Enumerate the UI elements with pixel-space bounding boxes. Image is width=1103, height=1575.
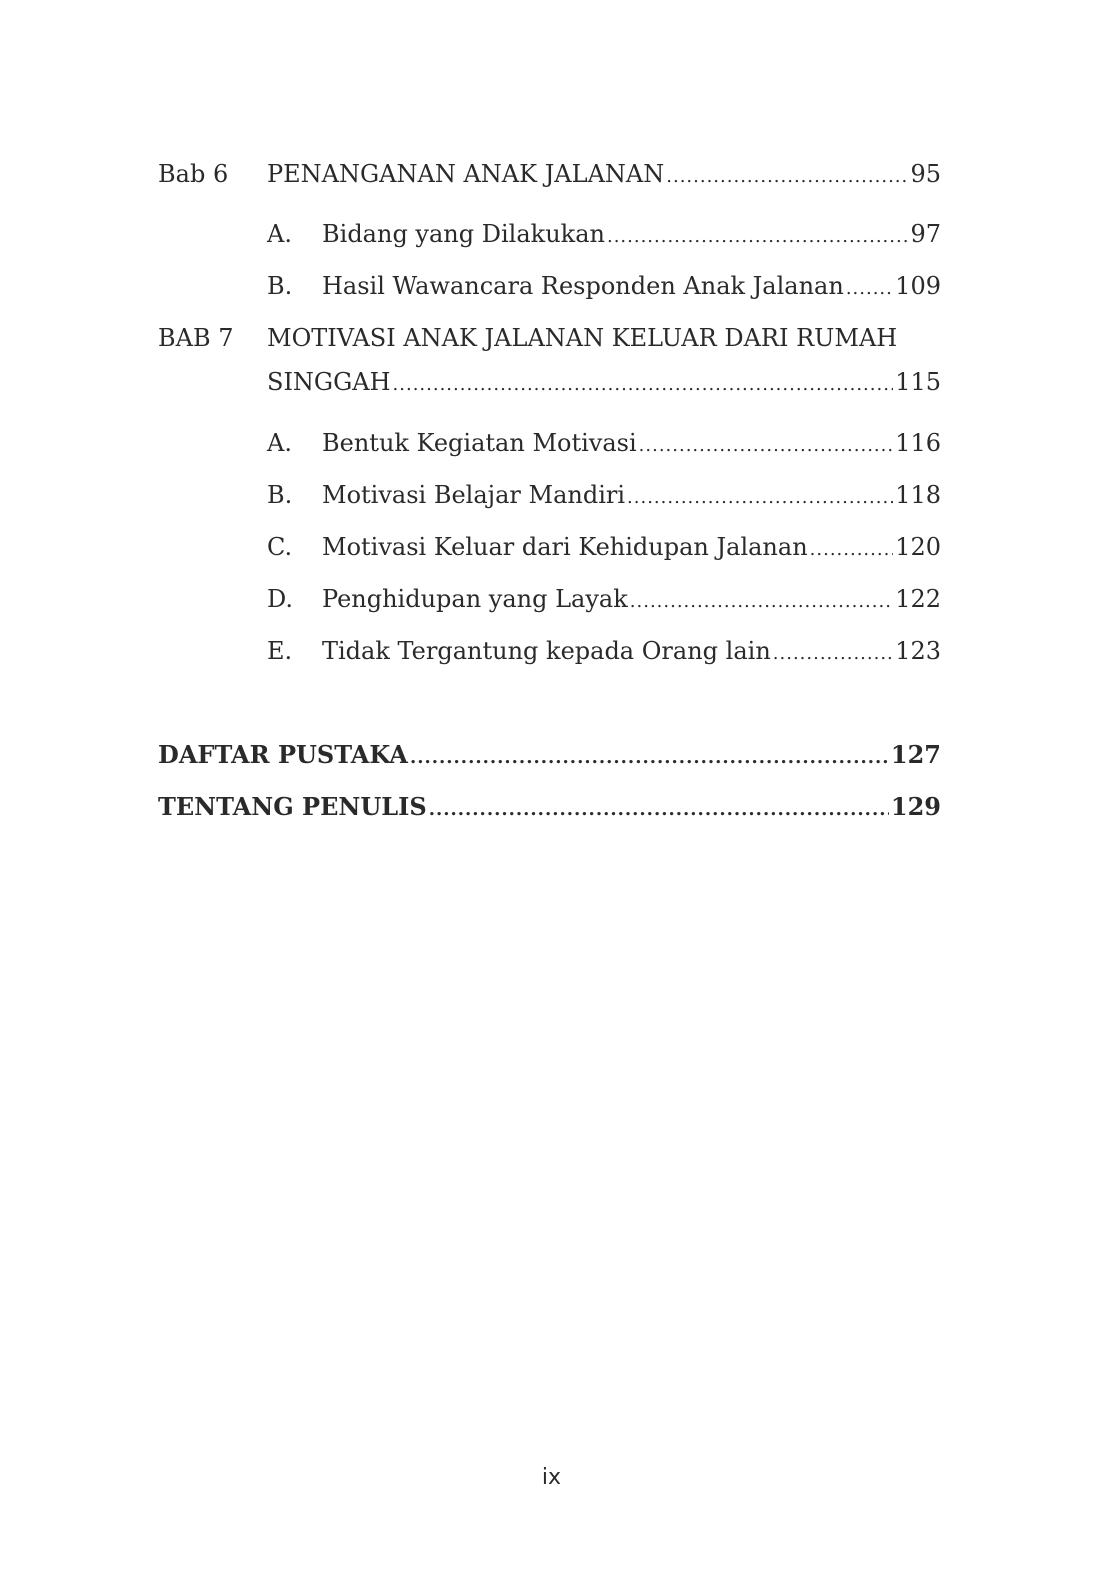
toc-entry-title: SINGGAH — [267, 368, 391, 396]
toc-entry-bab-7-b[interactable] — [322, 479, 941, 514]
toc-entry-title: DAFTAR PUSTAKA — [158, 740, 408, 769]
dot-leader — [410, 742, 889, 774]
toc-item-letter: B. — [267, 481, 293, 509]
toc-page-number: 127 — [890, 740, 941, 769]
dot-leader — [773, 638, 893, 670]
dot-leader — [639, 430, 894, 462]
toc-entry-bab-7-e[interactable] — [322, 635, 941, 670]
toc-entry-title: TENTANG PENULIS — [158, 792, 427, 821]
toc-item-letter: D. — [267, 585, 294, 613]
toc-entry-title: Bentuk Kegiatan Motivasi — [322, 429, 637, 457]
toc-page-number: 116 — [895, 429, 941, 457]
dot-leader — [810, 534, 894, 566]
toc-item-letter: E. — [267, 637, 293, 665]
toc-item-letter: C. — [267, 533, 293, 561]
toc-entry-title: Hasil Wawancara Responden Anak Jalanan — [322, 272, 844, 300]
toc-page-number: 129 — [890, 792, 941, 821]
toc-item-letter: B. — [267, 272, 293, 300]
toc-entry-bab-7-c[interactable] — [322, 531, 941, 566]
dot-leader — [429, 794, 889, 826]
toc-entry-tentang-penulis[interactable] — [158, 791, 941, 826]
toc-page-number: 109 — [895, 272, 941, 300]
toc-entry-title: Bidang yang Dilakukan — [322, 220, 605, 248]
toc-entry-bab-7-d[interactable] — [322, 583, 941, 618]
dot-leader — [627, 482, 893, 514]
toc-page-number: 115 — [895, 368, 941, 396]
dot-leader — [393, 369, 894, 401]
toc-entry-bab-6-a[interactable] — [322, 218, 941, 253]
toc-page-number: 123 — [895, 637, 941, 665]
toc-entry-title: Motivasi Keluar dari Kehidupan Jalanan — [322, 533, 808, 561]
chapter-label-bab-7: BAB 7 — [158, 324, 234, 352]
toc-item-letter: A. — [267, 429, 292, 457]
toc-entry-bab-7-a[interactable] — [322, 427, 941, 462]
toc-entry-bab-7[interactable] — [267, 366, 941, 401]
chapter-label-bab-6: Bab 6 — [158, 160, 229, 188]
page-number-folio: ix — [541, 1465, 562, 1490]
toc-entry-title: Penghidupan yang Layak — [322, 585, 628, 613]
toc-entry-daftar-pustaka[interactable] — [158, 739, 941, 774]
toc-page-number: 95 — [910, 160, 941, 188]
dot-leader — [666, 161, 908, 193]
dot-leader — [607, 221, 908, 253]
toc-entry-bab-6-b[interactable] — [322, 270, 941, 305]
toc-entry-title: PENANGANAN ANAK JALANAN — [267, 160, 665, 188]
toc-entry-title-line-1[interactable]: MOTIVASI ANAK JALANAN KELUAR DARI RUMAH — [267, 324, 898, 352]
dot-leader — [846, 273, 893, 305]
toc-page-number: 122 — [895, 585, 941, 613]
toc-entry-title: Motivasi Belajar Mandiri — [322, 481, 626, 509]
toc-entry-title: Tidak Tergantung kepada Orang lain — [322, 637, 771, 665]
toc-page-number: 120 — [895, 533, 941, 561]
toc-page-number: 118 — [895, 481, 941, 509]
toc-item-letter: A. — [267, 220, 292, 248]
toc-entry-bab-6[interactable] — [267, 158, 941, 193]
toc-page-number: 97 — [910, 220, 941, 248]
dot-leader — [630, 586, 893, 618]
